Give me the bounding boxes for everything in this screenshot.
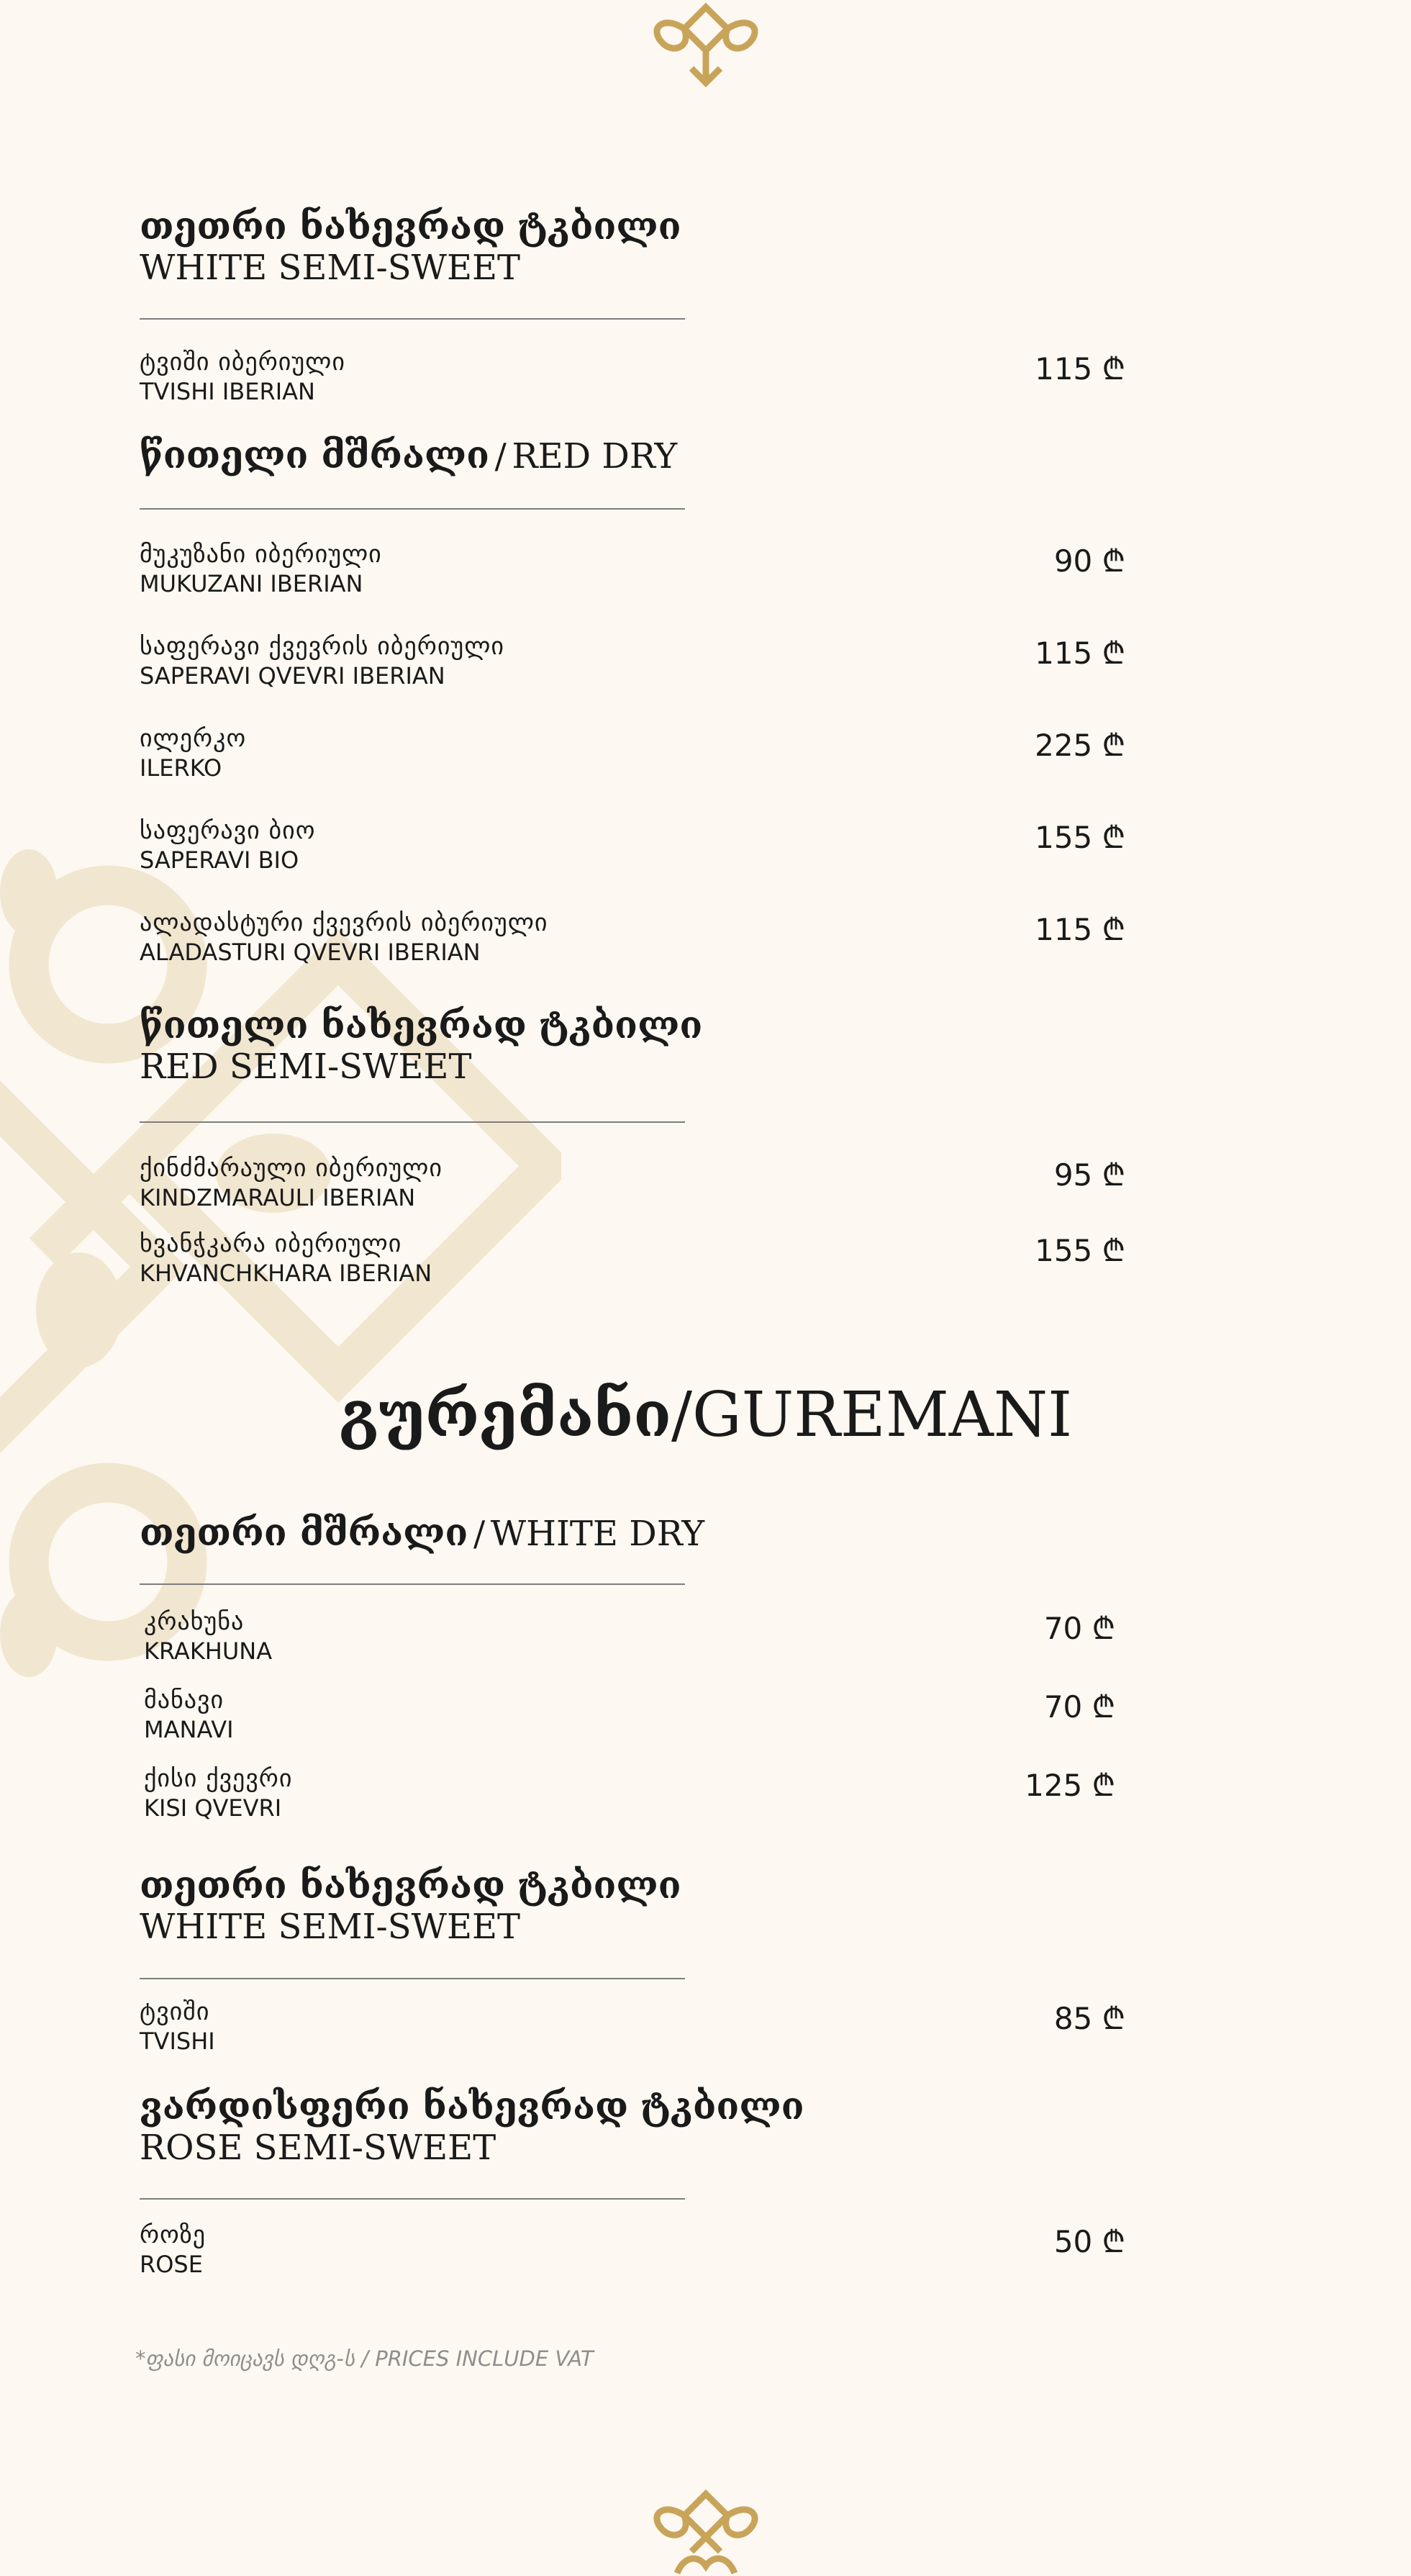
section-title-en: WHITE DRY bbox=[490, 1514, 705, 1554]
vat-note: *ფასი მოიცავს დღგ-ს / PRICES INCLUDE VAT bbox=[135, 2346, 594, 2371]
section-divider bbox=[140, 2198, 685, 2200]
item-price: 70 ₾ bbox=[1043, 1689, 1115, 1725]
item-price: 90 ₾ bbox=[1053, 543, 1125, 579]
section-title-white-semi-sweet-2 bbox=[140, 1864, 681, 1947]
section-title-en: WHITE SEMI-SWEET bbox=[140, 1906, 521, 1947]
item-name-en: KINDZMARAULI IBERIAN bbox=[140, 1183, 416, 1211]
item-name-ka: ხვანჭკარა იბერიული bbox=[140, 1229, 402, 1258]
section-title-ka: ვარდისფერი ნახევრად ტკბილი bbox=[140, 2084, 804, 2128]
menu-item bbox=[140, 1154, 1125, 1213]
section-title-ka: თეთრი ნახევრად ტკბილი bbox=[140, 1863, 681, 1907]
menu-item bbox=[140, 1229, 1125, 1288]
item-name-ka: მუკუზანი იბერიული bbox=[140, 540, 382, 569]
section-title-ka: წითელი ნახევრად ტკბილი bbox=[140, 1003, 703, 1047]
item-name-en: TVISHI IBERIAN bbox=[140, 377, 315, 405]
item-name-en: ILERKO bbox=[140, 754, 222, 782]
top-ornament-icon bbox=[641, 0, 771, 90]
item-name-ka: საფერავი ბიო bbox=[140, 816, 316, 845]
menu-item bbox=[140, 2220, 1125, 2279]
section-divider bbox=[140, 1583, 685, 1585]
section-title-en: RED SEMI-SWEET bbox=[140, 1046, 472, 1087]
item-price: 70 ₾ bbox=[1043, 1611, 1115, 1646]
menu-item bbox=[140, 1997, 1125, 2056]
item-price: 155 ₾ bbox=[1035, 1233, 1125, 1268]
item-name-ka: ქისი ქვევრი bbox=[144, 1764, 293, 1793]
menu-item bbox=[140, 816, 1125, 875]
menu-item bbox=[140, 908, 1125, 967]
item-name-en: KRAKHUNA bbox=[144, 1637, 273, 1665]
section-divider bbox=[140, 318, 685, 320]
menu-item bbox=[144, 1607, 1115, 1666]
item-name-en: ALADASTURI QVEVRI IBERIAN bbox=[140, 938, 481, 966]
section-title-white-dry bbox=[140, 1511, 704, 1555]
item-name-ka: მანავი bbox=[144, 1686, 224, 1714]
section-divider bbox=[140, 1121, 685, 1123]
item-name-en: KISI QVEVRI bbox=[144, 1794, 282, 1822]
section-title-rose-semi-sweet bbox=[140, 2085, 804, 2168]
section-title-red-semi-sweet bbox=[140, 1004, 702, 1087]
brand-title-separator: / bbox=[671, 1379, 692, 1451]
menu-item bbox=[140, 348, 1125, 407]
item-name-ka: ილერკო bbox=[140, 724, 247, 753]
item-name-en: MANAVI bbox=[144, 1715, 234, 1743]
item-name-ka: საფერავი ქვევრის იბერიული bbox=[140, 632, 504, 661]
section-title-en: WHITE SEMI-SWEET bbox=[140, 247, 521, 288]
item-name-ka: როზე bbox=[140, 2220, 207, 2249]
section-title-separator: / bbox=[473, 1514, 486, 1554]
item-name-en: TVISHI bbox=[140, 2027, 215, 2055]
section-title-white-semi-sweet bbox=[140, 205, 681, 288]
brand-title-ka: გურემანი bbox=[338, 1378, 672, 1451]
item-name-ka: ტვიში bbox=[140, 1997, 210, 2026]
item-price: 115 ₾ bbox=[1035, 912, 1125, 947]
bottom-ornament-icon bbox=[641, 2487, 771, 2576]
item-name-ka: ალადასტური ქვევრის იბერიული bbox=[140, 908, 548, 937]
menu-item bbox=[144, 1686, 1115, 1745]
section-title-ka: თეთრი მშრალი bbox=[140, 1511, 468, 1555]
item-name-en: MUKUZANI IBERIAN bbox=[140, 569, 363, 597]
section-divider bbox=[140, 1978, 685, 1979]
item-name-ka: კრახუნა bbox=[144, 1607, 245, 1636]
section-title-en: ROSE SEMI-SWEET bbox=[140, 2127, 496, 2168]
section-title-separator: / bbox=[494, 436, 507, 476]
menu-item bbox=[140, 632, 1125, 691]
item-price: 95 ₾ bbox=[1053, 1157, 1125, 1193]
menu-item bbox=[140, 724, 1125, 783]
brand-title-en: GUREMANI bbox=[692, 1379, 1073, 1451]
section-title-ka: თეთრი ნახევრად ტკბილი bbox=[140, 204, 681, 248]
section-title-red-dry bbox=[140, 434, 677, 477]
item-price: 50 ₾ bbox=[1053, 2224, 1125, 2259]
item-price: 85 ₾ bbox=[1053, 2001, 1125, 2036]
item-name-en: ROSE bbox=[140, 2250, 203, 2278]
brand-title-guremani bbox=[0, 1378, 1411, 1451]
item-price: 155 ₾ bbox=[1035, 820, 1125, 855]
menu-item bbox=[144, 1764, 1115, 1823]
item-name-en: KHVANCHKHARA IBERIAN bbox=[140, 1259, 432, 1287]
item-name-ka: ტვიში იბერიული bbox=[140, 348, 345, 376]
item-name-en: SAPERAVI BIO bbox=[140, 846, 299, 874]
section-title-en: RED DRY bbox=[512, 436, 678, 476]
item-price: 115 ₾ bbox=[1035, 351, 1125, 387]
section-title-ka: წითელი მშრალი bbox=[140, 433, 490, 477]
item-price: 115 ₾ bbox=[1035, 636, 1125, 671]
item-name-ka: ქინძმარაული იბერიული bbox=[140, 1154, 443, 1183]
item-price: 125 ₾ bbox=[1025, 1768, 1115, 1803]
item-name-en: SAPERAVI QVEVRI IBERIAN bbox=[140, 661, 445, 690]
item-price: 225 ₾ bbox=[1035, 728, 1125, 763]
menu-item bbox=[140, 540, 1125, 599]
section-divider bbox=[140, 508, 685, 510]
